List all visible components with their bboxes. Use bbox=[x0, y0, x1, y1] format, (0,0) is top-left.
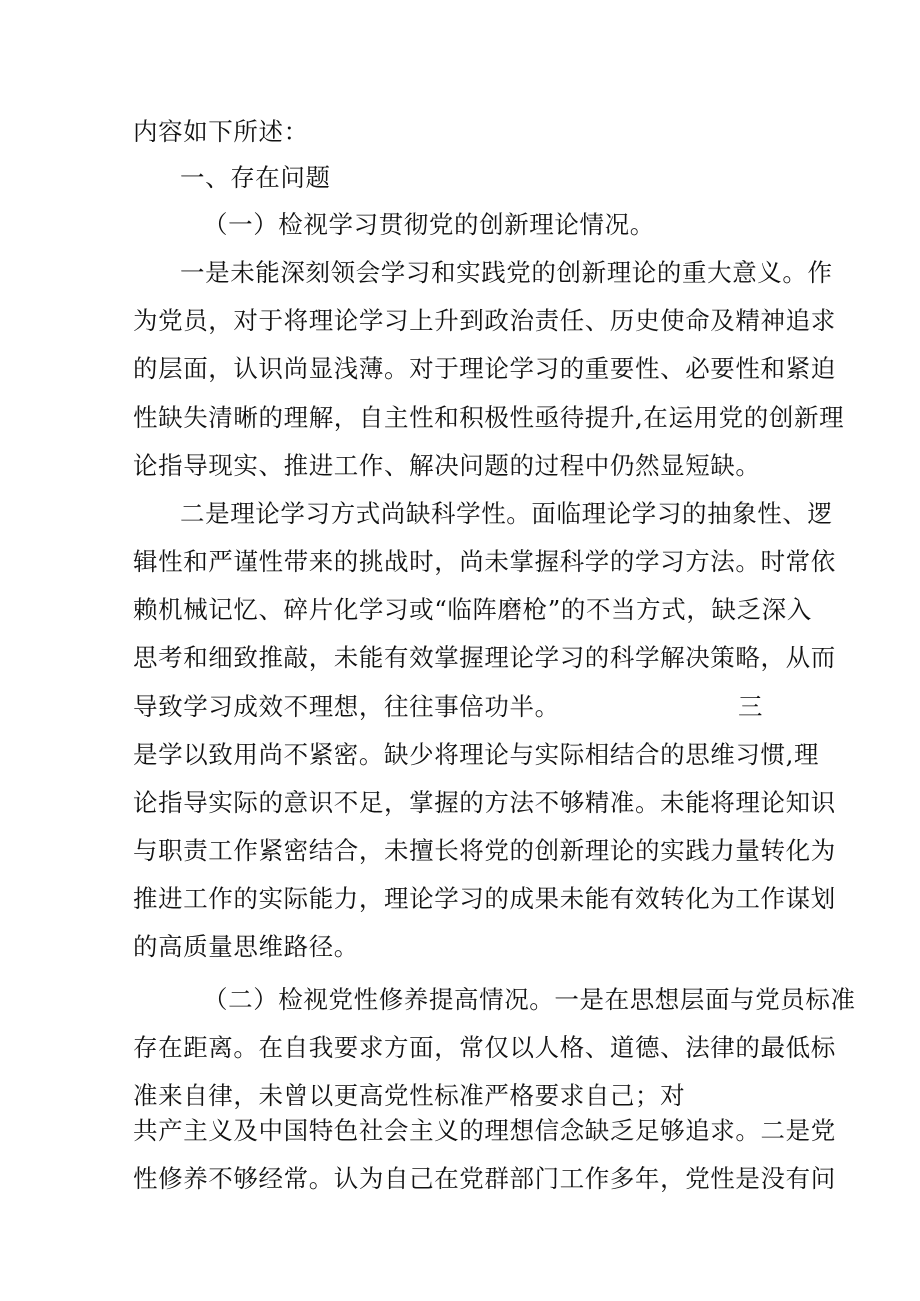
text-line-16: 与职责工作紧密结合，未擅长将党的创新理论的实践力量转化为 bbox=[133, 836, 836, 865]
text-line-14: 是学以致用尚不紧密。缺少将理论与实际相结合的思维习惯,理 bbox=[133, 740, 820, 769]
text-line-12: 思考和细致推敲，未能有效掌握理论学习的科学解决策略，从而 bbox=[133, 643, 836, 672]
text-line-23: 性修养不够经常。认为自己在党群部门工作多年，党性是没有问 bbox=[133, 1164, 836, 1193]
text-line-15: 论指导实际的意识不足，掌握的方法不够精准。未能将理论知识 bbox=[133, 788, 836, 817]
text-line-18: 的高质量思维路径。 bbox=[133, 932, 359, 961]
text-line-2: 一、存在问题 bbox=[180, 163, 331, 192]
text-line-9: 二是理论学习方式尚缺科学性。面临理论学习的抽象性、逻 bbox=[180, 499, 833, 528]
text-line-19: （二）检视党性修养提高情况。一是在思想层面与党员标准 bbox=[203, 985, 856, 1014]
text-line-13: 导致学习成效不理想，往往事倍功半。 bbox=[133, 692, 560, 721]
text-line-5: 为党员，对于将理论学习上升到政治责任、历史使命及精神追求 bbox=[133, 306, 836, 335]
text-line-22: 共产主义及中国特色社会主义的理想信念缺乏足够追求。二是党 bbox=[133, 1116, 836, 1145]
text-line-4: 一是未能深刻领会学习和实践党的创新理论的重大意义。作 bbox=[180, 258, 833, 287]
text-line-6: 的层面，认识尚显浅薄。对于理论学习的重要性、必要性和紧迫 bbox=[133, 354, 836, 383]
text-line-1: 内容如下所述： bbox=[133, 117, 309, 146]
text-line-17: 推进工作的实际能力，理论学习的成果未能有效转化为工作谋划 bbox=[133, 884, 836, 913]
text-line-7: 性缺失清晰的理解，自主性和积极性亟待提升,在运用党的创新理 bbox=[133, 403, 845, 432]
text-line-10: 辑性和严谨性带来的挑战时，尚未掌握科学的学习方法。时常依 bbox=[133, 547, 836, 576]
text-line-20: 存在距离。在自我要求方面，常仅以人格、道德、法律的最低标 bbox=[133, 1033, 836, 1062]
text-line-3: （一）检视学习贯彻党的创新理论情况。 bbox=[203, 210, 655, 239]
text-trailing-char: 三 bbox=[738, 692, 763, 721]
text-line-21: 准来自律，未曾以更高党性标准严格要求自己；对 bbox=[133, 1081, 686, 1110]
text-line-8: 论指导现实、推进工作、解决问题的过程中仍然显短缺。 bbox=[133, 451, 761, 480]
text-line-11: 赖机械记忆、碎片化学习或“临阵磨枪”的不当方式，缺乏深入 bbox=[133, 595, 812, 624]
